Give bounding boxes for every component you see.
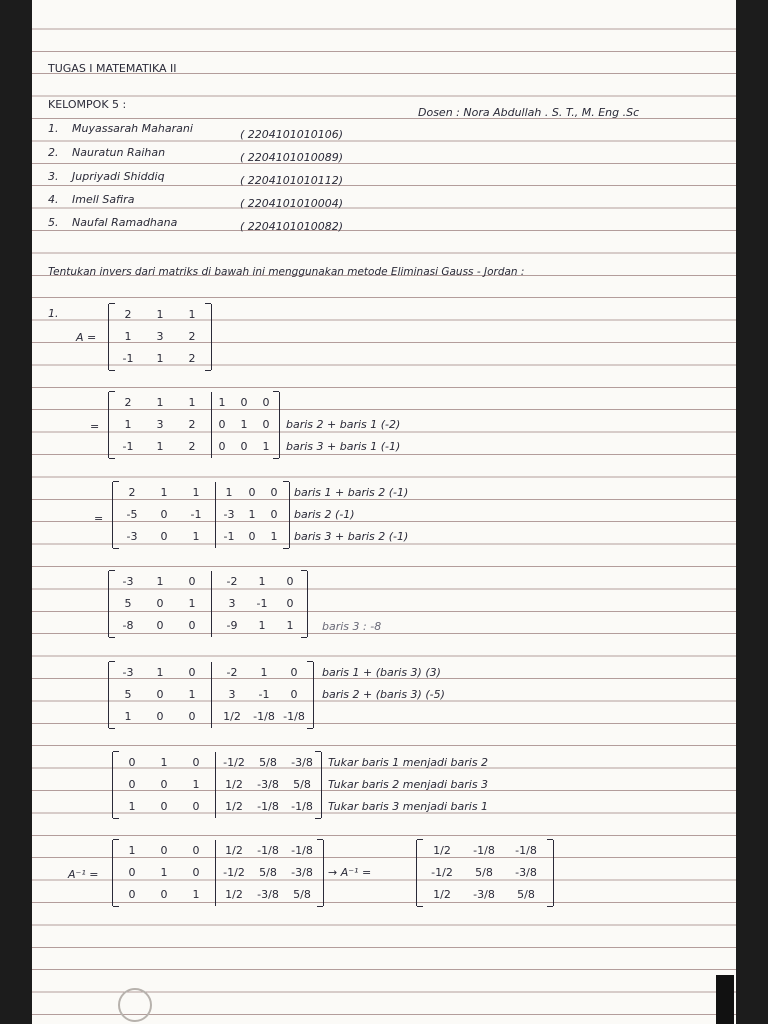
matrix-cell: 0 [290,666,298,679]
matrix-cell: 0 [218,418,226,431]
matrix-row [109,348,211,370]
matrix-cell: 1/2 [225,800,243,813]
matrix-row [113,840,323,862]
matrix-cell: 1 [262,440,270,453]
matrix-cell: 2 [188,440,196,453]
matrix-cell: 0 [156,710,164,723]
matrix-cell: -1/2 [223,866,245,879]
matrix-cell: -1/8 [515,844,537,857]
matrix-cell: 0 [156,619,164,632]
matrix-cell: 1/2 [433,844,451,857]
matrix-cell: 5/8 [293,888,311,901]
matrix-cell: 1 [188,688,196,701]
augmented-matrix-step-3 [108,571,308,637]
equals-sign: = [90,420,100,433]
problem-number: 1. [48,307,59,320]
matrix-cell: 0 [128,866,136,879]
matrix-cell: 1 [156,308,164,321]
matrix-cell: 5 [124,688,132,701]
row-operation-note: baris 1 + (baris 3) (3) [322,666,441,679]
matrix-cell: 1 [128,844,136,857]
matrix-cell: -1/8 [253,710,275,723]
matrix-cell: 0 [240,396,248,409]
matrix-row [417,862,553,884]
matrix-cell: 1/2 [433,888,451,901]
matrix-cell: 0 [160,844,168,857]
matrix-cell: 0 [156,597,164,610]
matrix-cell: 0 [270,486,278,499]
matrix-cell: 0 [248,530,256,543]
matrix-row [417,840,553,862]
matrix-cell: 1 [156,396,164,409]
matrix-cell: -3/8 [291,756,313,769]
result-arrow: → A⁻¹ = [328,866,372,879]
matrix-cell: 1 [240,418,248,431]
matrix-row [109,326,211,348]
member-nim: ( 2204101010004) [240,197,344,210]
matrix-cell: 1/2 [223,710,241,723]
assignment-title: TUGAS I MATEMATIKA II [48,62,177,75]
matrix-cell: 3 [156,418,164,431]
row-operation-note: baris 3 : -8 [322,620,382,633]
member-name: Muyassarah Maharani [72,122,193,135]
member-nim: ( 2204101010106) [240,128,344,141]
matrix-cell: 1 [156,352,164,365]
matrix-row [109,662,313,684]
matrix-cell: -2 [226,666,238,679]
matrix-row [113,774,321,796]
matrix-cell: 1 [188,396,196,409]
matrix-cell: 5 [124,597,132,610]
matrix-cell: 1 [156,575,164,588]
matrix-row [113,884,323,906]
matrix-cell: -3/8 [257,778,279,791]
matrix-cell: -3/8 [291,866,313,879]
matrix-cell: -1 [122,352,134,365]
matrix-cell: 1 [124,330,132,343]
matrix-cell: -2 [226,575,238,588]
matrix-cell: 5/8 [259,866,277,879]
matrix-row [109,436,279,458]
matrix-cell: -3 [122,575,134,588]
row-operation-note: baris 1 + baris 2 (-1) [294,486,409,499]
matrix-cell: 1/2 [225,778,243,791]
matrix-cell: 0 [156,688,164,701]
matrix-cell: -1/8 [291,844,313,857]
matrix-cell: 1/2 [225,844,243,857]
matrix-cell: 0 [192,866,200,879]
matrix-cell: 2 [124,396,132,409]
row-operation-note: Tukar baris 1 menjadi baris 2 [328,756,489,769]
matrix-cell: 0 [188,666,196,679]
matrix-cell: -1/2 [431,866,453,879]
matrix-cell: 2 [128,486,136,499]
matrix-cell: 1 [260,666,268,679]
matrix-row [109,615,307,637]
matrix-cell: 1 [188,597,196,610]
matrix-cell: -1 [122,440,134,453]
matrix-row [113,526,289,548]
member-number: 4. [48,193,59,206]
matrix-cell: 0 [192,756,200,769]
matrix-cell: -3/8 [473,888,495,901]
matrix-cell: -1/8 [291,800,313,813]
matrix-row [109,593,307,615]
matrix-cell: 0 [240,440,248,453]
member-nim: ( 2204101010112) [240,174,344,187]
matrix-cell: 3 [228,688,236,701]
matrix-cell: 2 [188,330,196,343]
matrix-cell: -1/8 [283,710,305,723]
member-name: Imell Safira [72,193,135,206]
matrix-cell: 3 [156,330,164,343]
matrix-cell: 0 [160,508,168,521]
notebook-page [32,0,736,1024]
matrix-cell: -1 [190,508,202,521]
matrix-cell: 2 [124,308,132,321]
inverse-label: A⁻¹ = [68,868,99,881]
matrix-cell: -3/8 [515,866,537,879]
matrix-row [113,752,321,774]
matrix-cell: -1/8 [257,844,279,857]
matrix-cell: 0 [286,597,294,610]
matrix-row [109,571,307,593]
matrix-row [109,304,211,326]
matrix-cell: 0 [192,844,200,857]
matrix-cell: 1 [156,440,164,453]
page-edge-shadow [716,975,734,1024]
matrix-cell: 1 [192,530,200,543]
matrix-cell: 3 [228,597,236,610]
matrix-cell: 0 [290,688,298,701]
member-number: 1. [48,122,59,135]
equals-sign: = [94,512,104,525]
matrix-cell: 1 [270,530,278,543]
matrix-cell: 1 [258,575,266,588]
matrix-cell: -1/8 [473,844,495,857]
instruction-text: Tentukan invers dari matriks di bawah ini menggunakan metode Eliminasi Gauss - Jordan : [48,266,525,278]
matrix-row [109,684,313,706]
matrix-cell: 5/8 [293,778,311,791]
matrix-label-a: A = [76,331,97,344]
row-operation-note: baris 3 + baris 2 (-1) [294,530,409,543]
matrix-cell: 1 [124,418,132,431]
matrix-row [113,796,321,818]
matrix-cell: 1 [128,800,136,813]
row-operation-note: Tukar baris 3 menjadi baris 1 [328,800,489,813]
matrix-cell: 0 [160,888,168,901]
member-number: 5. [48,216,59,229]
matrix-cell: 0 [160,530,168,543]
augmented-matrix-step-5 [112,752,322,818]
matrix-cell: 1 [192,778,200,791]
matrix-row [113,504,289,526]
augmented-matrix-step-1 [108,392,280,458]
matrix-cell: 1 [225,486,233,499]
matrix-cell: 5/8 [517,888,535,901]
matrix-cell: 0 [188,619,196,632]
matrix-cell: 1 [192,486,200,499]
member-number: 3. [48,170,59,183]
row-operation-note: baris 2 (-1) [294,508,355,521]
matrix-cell: 0 [128,756,136,769]
matrix-cell: 1/2 [225,888,243,901]
matrix-row [113,862,323,884]
matrix-cell: 0 [218,440,226,453]
member-name: Naufal Ramadhana [72,216,178,229]
matrix-cell: 5/8 [259,756,277,769]
matrix-cell: 1 [160,866,168,879]
member-nim: ( 2204101010089) [240,151,344,164]
matrix-cell: -5 [126,508,138,521]
matrix-cell: 1 [124,710,132,723]
matrix-cell: -3 [223,508,235,521]
lecturer-name: Dosen : Nora Abdullah . S. T., M. Eng .Sc [418,106,640,119]
matrix-cell: -3 [126,530,138,543]
matrix-cell: 0 [248,486,256,499]
matrix-row [417,884,553,906]
matrix-cell: 5/8 [475,866,493,879]
matrix-row [109,706,313,728]
matrix-cell: 1 [248,508,256,521]
matrix-cell: 0 [188,710,196,723]
matrix-cell: -3 [122,666,134,679]
row-operation-note: baris 2 + baris 1 (-2) [286,418,401,431]
augmented-matrix-step-2 [112,482,290,548]
matrix-cell: 0 [160,800,168,813]
matrix-cell: 1 [160,486,168,499]
augmented-matrix-step-4 [108,662,314,728]
row-operation-note: Tukar baris 2 menjadi baris 3 [328,778,489,791]
matrix-cell: 0 [270,508,278,521]
matrix-cell: 0 [160,778,168,791]
matrix-cell: 1 [258,619,266,632]
matrix-cell: 0 [128,778,136,791]
matrix-cell: 1 [156,666,164,679]
matrix-cell: 0 [262,396,270,409]
member-name: Nauratun Raihan [72,146,166,159]
matrix-cell: -9 [226,619,238,632]
group-label: KELOMPOK 5 : [48,98,127,111]
matrix-cell: -3/8 [257,888,279,901]
matrix-row [113,482,289,504]
row-operation-note: baris 2 + (baris 3) (-5) [322,688,445,701]
matrix-cell: 2 [188,418,196,431]
member-number: 2. [48,146,59,159]
row-operation-note: baris 3 + baris 1 (-1) [286,440,401,453]
matrix-cell: 0 [262,418,270,431]
matrix-a [108,304,212,370]
matrix-cell: -1 [258,688,270,701]
matrix-cell: 0 [128,888,136,901]
member-nim: ( 2204101010082) [240,220,344,233]
matrix-cell: 2 [188,352,196,365]
matrix-cell: -8 [122,619,134,632]
matrix-cell: 0 [192,800,200,813]
matrix-cell: 1 [160,756,168,769]
matrix-row [109,392,279,414]
matrix-cell: 1 [286,619,294,632]
matrix-cell: -1/8 [257,800,279,813]
member-name: Jupriyadi Shiddiq [72,170,165,183]
matrix-cell: -1 [256,597,268,610]
matrix-cell: -1/2 [223,756,245,769]
augmented-matrix-final [112,840,324,906]
matrix-cell: 0 [188,575,196,588]
matrix-row [109,414,279,436]
matrix-cell: 1 [188,308,196,321]
inverse-matrix-result [416,840,554,906]
faded-stamp-icon [118,988,152,1022]
matrix-cell: 1 [218,396,226,409]
matrix-cell: 1 [192,888,200,901]
matrix-cell: -1 [223,530,235,543]
matrix-cell: 0 [286,575,294,588]
